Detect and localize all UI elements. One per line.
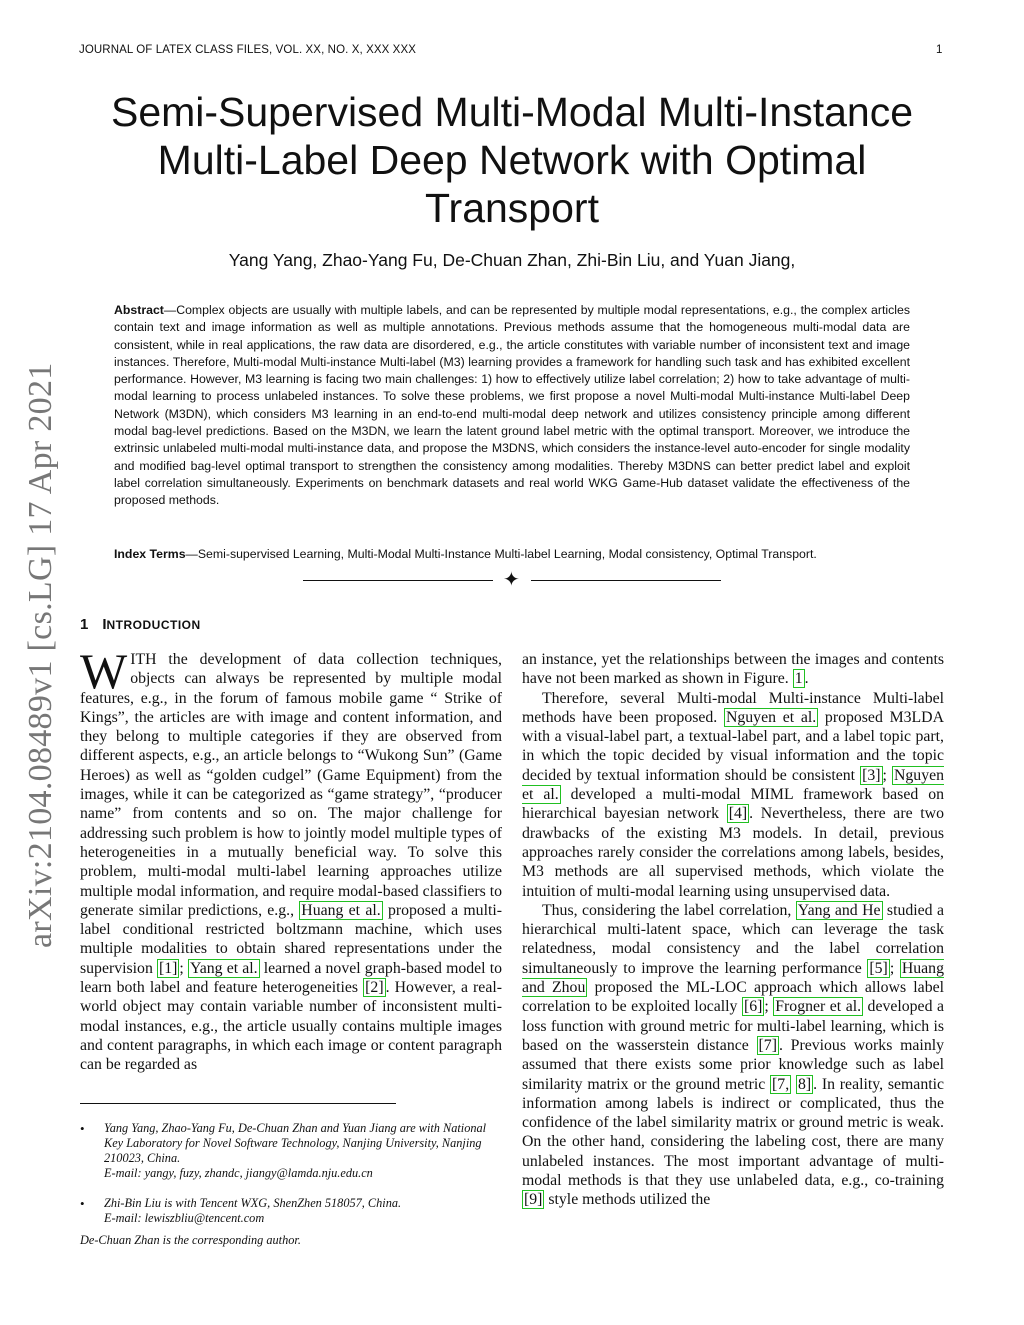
title-line: Transport	[425, 185, 599, 231]
footnote-email: E-mail: lewiszbliu@tencent.com	[104, 1211, 265, 1225]
bullet-icon: •	[80, 1121, 85, 1136]
abstract	[114, 302, 910, 510]
text-run: . However, a real-world object may contain variable number of inconsistent multi-modal instances, e.g., the article usually contains multiple images and content paragraphs, in which each image or content paragraph can be regarded as	[80, 979, 502, 1074]
abstract-label: Abstract	[114, 303, 164, 317]
citation-link[interactable]: [5]	[869, 959, 888, 977]
text-run: Thus, considering the label correlation,	[542, 901, 796, 919]
text-run: studied a hierarchical multi-latent space, which can leverage the task relatedness, modal consistency and the label correlation simultaneously to improve the learning performance	[522, 901, 945, 977]
footnote-email: E-mail: yangy, fuzy, zhandc, jiangy@lamda.nju.edu.cn	[104, 1166, 373, 1180]
text-run: ;	[889, 959, 900, 977]
text-run: style methods utilized the	[544, 1191, 711, 1209]
footnote-text: Zhi-Bin Liu is with Tencent WXG, ShenZhen 518057, China.	[104, 1196, 402, 1210]
title-line: Multi-Label Deep Network with Optimal	[157, 137, 867, 183]
text-run: . In reality, semantic information among labels is indirect or complicated, thus the confidence of the label similarity matrix or ground metric is weak. On the other hand, considering the labeling cost, there are many unlabeled instances. The most important advantage of multi-modal methods is that they use unlabeled data, e.g., co-training	[522, 1075, 945, 1190]
citation-link[interactable]: [2]	[365, 979, 384, 997]
bullet-icon: •	[80, 1196, 85, 1211]
text-run: developed a loss function with ground metric for multi-label learning, which is based on the wasserstein distance	[522, 998, 944, 1054]
figure-link[interactable]: 1	[794, 670, 803, 688]
text-run: .	[804, 670, 809, 688]
footnote-rule	[80, 1103, 396, 1104]
right-column	[522, 650, 944, 1210]
citation-link[interactable]: Nguyen et al.	[725, 708, 817, 726]
text-run: ;	[882, 766, 892, 784]
paragraph	[522, 689, 944, 901]
citation-link[interactable]: [7]	[758, 1036, 777, 1054]
text-run: proposed the ML-LOC approach which allows label correlation to be exploited locally	[522, 979, 944, 1016]
separator-ornament-icon: ✦	[503, 569, 520, 591]
section-title-rest: NTRODUCTION	[106, 618, 201, 632]
text-run: ;	[179, 959, 188, 977]
title-line: Semi-Supervised Multi-Modal Multi-Instance	[110, 89, 914, 135]
text-run: developed a multi-modal MIML framework based on hierarchical bayesian network	[522, 786, 944, 823]
text-run: learned a novel graph-based model to learn both label and feature heterogeneities	[80, 959, 502, 997]
citation-link[interactable]: [4]	[728, 805, 748, 823]
text-run: proposed M3LDA with a visual-label part, a textual-label part, and a label topic part, in which the topic decided by visual information and the topic decided by textual information should be consistent	[522, 708, 944, 784]
paragraph	[522, 650, 944, 689]
text-run: . Previous works mainly assumed that there exists some prior knowledge such as label similarity matrix or the ground metric	[522, 1036, 945, 1093]
footnote-affiliation	[80, 1196, 502, 1226]
citation-link[interactable]: [9]	[524, 1191, 543, 1209]
citation-link[interactable]: [1]	[158, 959, 178, 977]
drop-cap: W	[80, 643, 128, 699]
section-title-initial: I	[102, 616, 107, 633]
citation-link[interactable]: Frogner et al.	[775, 998, 862, 1016]
author-list: Yang Yang, Zhao-Yang Fu, De-Chuan Zhan, Zhi-Bin Liu, and Yuan Jiang,	[228, 250, 796, 270]
section-heading	[80, 616, 201, 633]
text-run: an instance, yet the relationships between the images and contents have not been marked as shown in Figure.	[522, 651, 944, 688]
citation-link[interactable]: Nguyen et al.	[522, 766, 944, 804]
footnote-affiliation	[80, 1121, 502, 1181]
footnote-text: Yang Yang, Zhao-Yang Fu, De-Chuan Zhan and Yuan Jiang are with National Key Laboratory for Novel Software Technology, Nanjing University, Nanjing 210023, China.	[104, 1121, 487, 1165]
index-terms-label: Index Terms	[114, 547, 186, 561]
citation-link[interactable]: [7,	[772, 1075, 790, 1093]
text-run: ;	[764, 998, 774, 1016]
index-terms-text: —Semi-supervised Learning, Multi-Modal Multi-Instance Multi-label Learning, Modal consistency, Optimal Transport.	[185, 547, 817, 561]
arxiv-stamp: arXiv:2104.08489v1 [cs.LG] 17 Apr 2021	[22, 362, 59, 948]
section-number: 1	[80, 616, 89, 633]
citation-link[interactable]: 8]	[797, 1075, 812, 1093]
citation-link[interactable]: Yang et al.	[189, 959, 258, 977]
paper-title	[80, 88, 944, 232]
citation-link[interactable]: [6]	[743, 998, 763, 1016]
citation-link[interactable]: Yang and He	[797, 901, 881, 919]
paragraph	[522, 901, 944, 1210]
citation-link[interactable]: Huang et al.	[301, 901, 381, 919]
page-number: 1	[936, 44, 943, 56]
text-run: Therefore, several Multi-modal Multi-instance Multi-label methods have been proposed.	[522, 689, 944, 726]
citation-link[interactable]: [3]	[862, 766, 881, 784]
abstract-text: —Complex objects are usually with multiple labels, and can be represented by multiple modal representations, e.g., the complex articles contain text and image information as well as multiple annotations. Previous methods assume that the homogeneous multi-modal data are consistent, while in real applications, the raw data are disordered, e.g., the article constitutes with variable number of inconsistent text and image instances. Therefore, Multi-modal Multi-instance Multi-label (M3) learning provides a framework for handling such task and has exhibited excellent performance. However, M3 learning is facing two main challenges: 1) how to effectively utilize label correlation; 2) how to take advantage of multi-modal learning to process unlabeled instances. To solve these problems, we first propose a novel Multi-modal Multi-instance Multi-label Deep Network (M3DN), which considers M3 learning in an end-to-end multi-modal deep network and utilizes consistency principle among different modal bag-level predictions. Based on the M3DN, we learn the latent ground label metric with the optimal transport. Moreover, we introduce the extrinsic unlabeled multi-modal multi-instance data, and propose the M3DNS, which considers the instance-level auto-encoder for single modality and modified bag-level optimal transport to strengthen the consistency among modalities. Thereby M3DNS can better predict label and exploit label correlation simultaneously. Experiments on benchmark datasets and real world WKG Game-Hub dataset validate the effectiveness of the proposed methods.	[114, 303, 910, 508]
separator-line-left	[303, 580, 493, 581]
footnote-text: De-Chuan Zhan is the corresponding author.	[80, 1233, 301, 1247]
smallcaps-lead: ITH	[130, 651, 157, 668]
footnote-corresponding	[80, 1233, 502, 1248]
running-header: JOURNAL OF LATEX CLASS FILES, VOL. XX, NO. X, XXX XXX	[79, 44, 416, 56]
left-column	[80, 643, 503, 1075]
text-run: . Nevertheless, there are two drawbacks of the existing M3 models. In detail, previous approaches rarely consider the correlations among labels, besides, M3 methods are all supervised methods, which violate the intuition of multi-modal learning using unsupervised data.	[522, 805, 944, 900]
paragraph	[80, 643, 503, 1075]
citation-link[interactable]: Huang and Zhou	[522, 959, 944, 997]
text-run: the development of data collection techniques, objects can always be represented by multiple modal features, e.g., in the forum of famous mobile game “ Strike of Kings”, the articles are with image and content information, and they belong to multiple categories if they are observed from different aspects, e.g., an article belongs to “Wukong Sun” (Game Heroes) as well as “golden cudgel” (Game Equipment) from the images, while it can be categorized as “game strategy”, “producer name” from contents and so on. The major challenge for addressing such problem is how to jointly model multiple types of heterogeneities in a mutually beneficial way. To solve this problem, multi-modal multi-label learning approaches utilize multiple modal information, and require modal-based classifiers to generate similar predictions, e.g.,	[80, 651, 503, 919]
index-terms	[114, 546, 910, 563]
separator-line-right	[531, 580, 721, 581]
text-run: proposed a multi-label conditional restricted boltzmann machine, which uses multiple modalities to obtain shared representations under the supervision	[80, 901, 502, 977]
